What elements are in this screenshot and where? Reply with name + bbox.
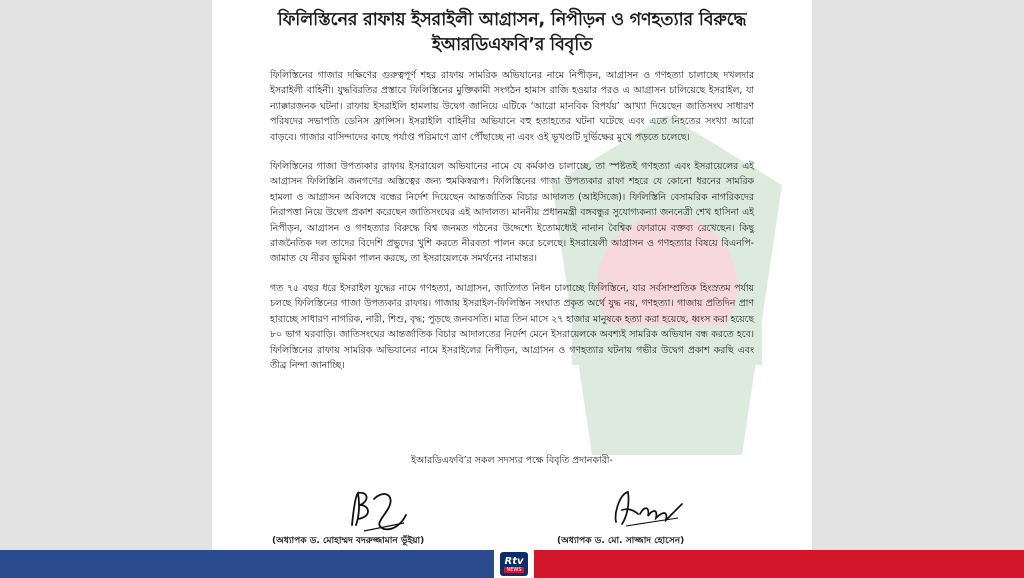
statement-document [212, 0, 812, 550]
statement-title-line-1: ফিলিস্তিনের রাফায় ইসরাইলী আগ্রাসন, নিপীড়ন ও গণহত্যার বিরুদ্ধে [277, 10, 747, 30]
left-margin-backdrop [0, 0, 212, 550]
right-margin-backdrop [812, 0, 1024, 550]
body-paragraph-1: ফিলিস্তিনের গাজার দক্ষিণের গুরুত্বপূর্ণ শহর রাফায় সামরিক অভিযানের নামে নিপীড়ন, আগ্রাসন ও গণহত্যা চালাচ্ছে দখলদার ইসরাইলী বাহিনী। যুদ্ধবিরতির প্রস্তাবে ফিলিস্তিনের মুক্তিকামী সংগঠন হামাস রাজি হওয়ার পরও এ আগ্রাসন চালিয়েছে ইসরাইল, যা ন্যাক্কারজনক ঘটনা। রাফায় ইসরাইলি হামলায় উদ্বেগ জানিয়ে এটিকে ‘আরো মানবিক বিপর্যয়’ আখ্যা দিয়েছেন জাতিসংঘ সাধারণ পরিষদের সভাপতি ডেনিস ফ্রান্সিস। ইসরাইলি বাহিনীর অভিযানে বহু হতাহতের ঘটনা ঘটেছে এবং এতে নিহতের সংখ্যা আরো বাড়বে। গাজার বাসিন্দাদের কাছে পর্যাপ্ত পরিমাণে ত্রাণ পৌঁছাচ্ছে না এবং ওই ভূখণ্ডটি দুর্ভিক্ষের মুখে পড়তে চলেছে। [270, 70, 754, 143]
logo-text: Rtv [504, 555, 524, 567]
statement-title-line-2: ইআরডিএফবি’র বিবৃতি [431, 35, 593, 55]
logo-subtext: NEWS [506, 566, 522, 573]
footer-bar-blue [0, 550, 494, 578]
channel-logo [494, 550, 534, 578]
statement-body [270, 68, 754, 387]
body-paragraph-3: গত ৭৫ বছর ধরে ইসরাইল যুদ্ধের নামে গণহত্যা, আগ্রাসন, জাতিগত নিধন চালাচ্ছে ফিলিস্তিনে, যার সর্বসাম্প্রতিক হিংস্রতম পর্যায় চলছে ফিলিস্তিনের গাজা উপত্যকার রাফায়। গাজায় ইসরাইল-ফিলিস্তিন সংঘাত প্রকৃত অর্থে যুদ্ধ নয়, গণহত্যা। গাজায় প্রতিদিন প্রাণ হারাচ্ছে সাধারণ নাগরিক, নারী, শিশু, বৃদ্ধ; পুড়ছে জনবসতি। মাত্র তিন মাসে ২৭ হাজার মানুষকে হত্যা করা হয়েছে, ধ্বংস করা হয়েছে ৮০ ভাগ ঘরবাড়ি। জাতিসংঘের আন্তর্জাতিক বিচার আদালতের নির্দেশ মেনে ইসরায়েলকে অবশ্যই সামরিক অভিযান বন্ধ করতে হবে। ফিলিস্তিনের রাফায় সামরিক অভিযানের নামে ইসরাইলের নিপীড়ন, আগ্রাসন ও গণহত্যার ঘটনায় গভীর উদ্বেগ প্রকাশ করছি এবং তীব্র নিন্দা জানাচ্ছি। [270, 282, 754, 371]
signature-2-image [608, 484, 688, 534]
body-paragraph-2: ফিলিস্তিনের গাজা উপত্যকার রাফায় ইসরায়েল অভিযানের নামে যে কর্মকাণ্ড চালাচ্ছে, তা স্পষ্টতই গণহত্যা এবং ইসরায়েলের এই আগ্রাসন ফিলিস্তিনি জনগণের অস্তিত্বের জন্য হুমকিস্বরূপ। ফিলিস্তিনের গাজা উপত্যকার রাফা শহরে যে কোনো ধরনের সামরিক হামলা ও আগ্রাসন অবিলম্বে বন্ধের নির্দেশ দিয়েছেন আন্তর্জাতিক বিচার আদালত (আইসিজে)। ফিলিস্তিনি বেসামরিক নাগরিকদের নিরাপত্তা নিয়ে উদ্বেগ প্রকাশ করেছেন জাতিসংঘের এই আদালত। মাননীয় প্রধানমন্ত্রী বঙ্গবন্ধুর সুযোগ্যকন্যা জননেত্রী শেখ হাসিনা এই নিপীড়ন, আগ্রাসন ও গণহত্যার বিরুদ্ধে বিশ্ব জনমত গঠনের উদ্দেশ্যে ইতোমধ্যেই নানান বৈশ্বিক ফোরামে বক্তব্য রেখেছেন। কিছু রাজনৈতিক দল তাদের বিদেশি প্রভুদের খুশি করতে নীরবতা পালন করে চলেছে। ইসরায়েলী আগ্রাসন ও গণহত্যার বিষয়ে বিএনপি-জামাত যে নীরব ভূমিকা পালন করছে, তা ইসরায়েলকে সমর্থনের নামান্তর। [270, 161, 754, 265]
channel-footer-bar [0, 550, 1024, 578]
signature-1-image [344, 485, 414, 537]
signatory-2-name: (অধ্যাপক ড. মো. সাজ্জাদ হোসেন) [557, 536, 685, 546]
footer-bar-red [534, 550, 1024, 578]
signatory-1-name: (অধ্যাপক ড. মোহাম্মদ বদরুজ্জামান ভূঁইয়া) [272, 536, 425, 546]
closing-line: ইআরডিএফবি’র সকল সদস্যর পক্ষে বিবৃতি প্রদানকারী- [411, 455, 613, 466]
tv-logo-icon [500, 552, 528, 576]
